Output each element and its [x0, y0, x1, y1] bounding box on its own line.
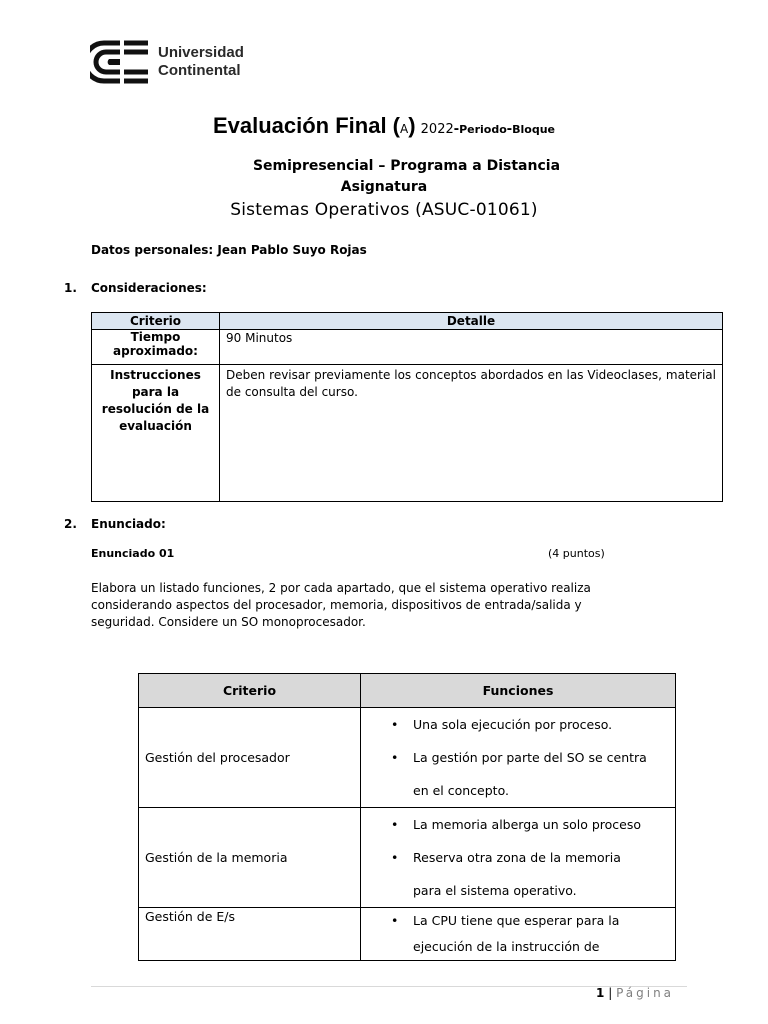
title-main: Evaluación Final ( [212, 113, 401, 138]
logo-line-2: Continental [158, 62, 241, 79]
funciones-cell [361, 808, 676, 908]
list-item [391, 741, 669, 774]
asignatura-label: Asignatura [340, 179, 428, 195]
funciones-cell [361, 708, 676, 808]
funciones-cell [361, 908, 676, 961]
list-item-continuation [413, 774, 669, 807]
enunciado-label: Enunciado 01 [91, 547, 175, 560]
modality-subtitle: Semipresencial – Programa a Distancia [252, 158, 561, 174]
title-close: ) [408, 113, 416, 138]
page-title [0, 113, 768, 139]
list-item-text: para el sistema operativo. [413, 883, 577, 898]
bullet-icon: • [391, 850, 399, 865]
criterio-cell: Instrucciones para la resolución de la evaluación [92, 365, 220, 502]
table-header-row [139, 674, 676, 708]
page-footer [596, 986, 674, 1000]
course-name: Sistemas Operativos (ASUC-01061) [230, 200, 538, 220]
section-1-title: Consideraciones: [91, 281, 207, 295]
page-word: Página [616, 986, 675, 1000]
bullet-icon: • [391, 817, 399, 832]
list-item-text: La gestión por parte del SO se centra [413, 750, 647, 765]
enunciado-points: (4 puntos) [548, 547, 605, 560]
detalle-cell: Deben revisar previamente los conceptos abordados en las Videoclases, material de consulta del curso. [220, 365, 723, 502]
list-item-text: La CPU tiene que esperar para la [413, 913, 620, 928]
table-row [139, 708, 676, 808]
criterio-cell: Gestión de la memoria [139, 808, 361, 908]
list-item-text: La memoria alberga un solo proceso [413, 817, 642, 832]
table-row [92, 330, 723, 365]
bullet-icon: • [391, 913, 399, 928]
title-variant: A [400, 122, 409, 136]
criterio-cell: Tiempo aproximado: [92, 330, 220, 365]
list-item [391, 908, 669, 934]
criterio-cell: Gestión del procesador [139, 708, 361, 808]
continental-logo-icon [90, 40, 152, 84]
section-2-number: 2. [64, 517, 77, 531]
functions-list [367, 708, 669, 807]
enunciado-text: Elabora un listado funciones, 2 por cada apartado, que el sistema operativo realiza considerando aspectos del procesador, memoria, dispositivos de entrada/salida y seguridad. Considere un SO monoprocesador. [91, 581, 591, 629]
header-detalle: Detalle [220, 313, 723, 330]
criterio-cell: Gestión de E/s [139, 908, 361, 961]
list-item-text: Una sola ejecución por proceso. [413, 717, 613, 732]
table-header-row [92, 313, 723, 330]
footer-separator: | [608, 986, 613, 1000]
functions-list [367, 808, 669, 907]
list-item [391, 808, 669, 841]
table-row [139, 808, 676, 908]
university-logo [90, 40, 260, 86]
functions-table [138, 673, 676, 961]
section-1-number: 1. [64, 281, 77, 295]
title-year: 2022 [420, 122, 454, 137]
title-periodo: Periodo [459, 123, 507, 136]
page-number: 1 [596, 986, 605, 1000]
title-sep-1: - [453, 120, 460, 137]
logo-wordmark [158, 44, 244, 80]
table-row [92, 365, 723, 502]
list-item [391, 708, 669, 741]
list-item-text: ejecución de la instrucción de [413, 939, 600, 954]
section-2-title: Enunciado: [91, 517, 166, 531]
functions-list [367, 908, 669, 960]
personal-data: Datos personales: Jean Pablo Suyo Rojas [91, 243, 367, 257]
table-row [139, 908, 676, 961]
logo-line-1: Universidad [158, 44, 244, 61]
title-bloque: Bloque [512, 123, 556, 136]
header-funciones: Funciones [361, 674, 676, 708]
title-sep-2: - [506, 120, 513, 137]
list-item-text: Reserva otra zona de la memoria [413, 850, 621, 865]
list-item-continuation [413, 874, 669, 907]
bullet-icon: • [391, 750, 399, 765]
bullet-icon: • [391, 717, 399, 732]
detalle-cell: 90 Minutos [220, 330, 723, 365]
list-item-continuation [413, 934, 669, 960]
considerations-table [91, 312, 723, 502]
list-item [391, 841, 669, 874]
header-criterio: Criterio [139, 674, 361, 708]
header-criterio: Criterio [92, 313, 220, 330]
list-item-text: en el concepto. [413, 783, 509, 798]
